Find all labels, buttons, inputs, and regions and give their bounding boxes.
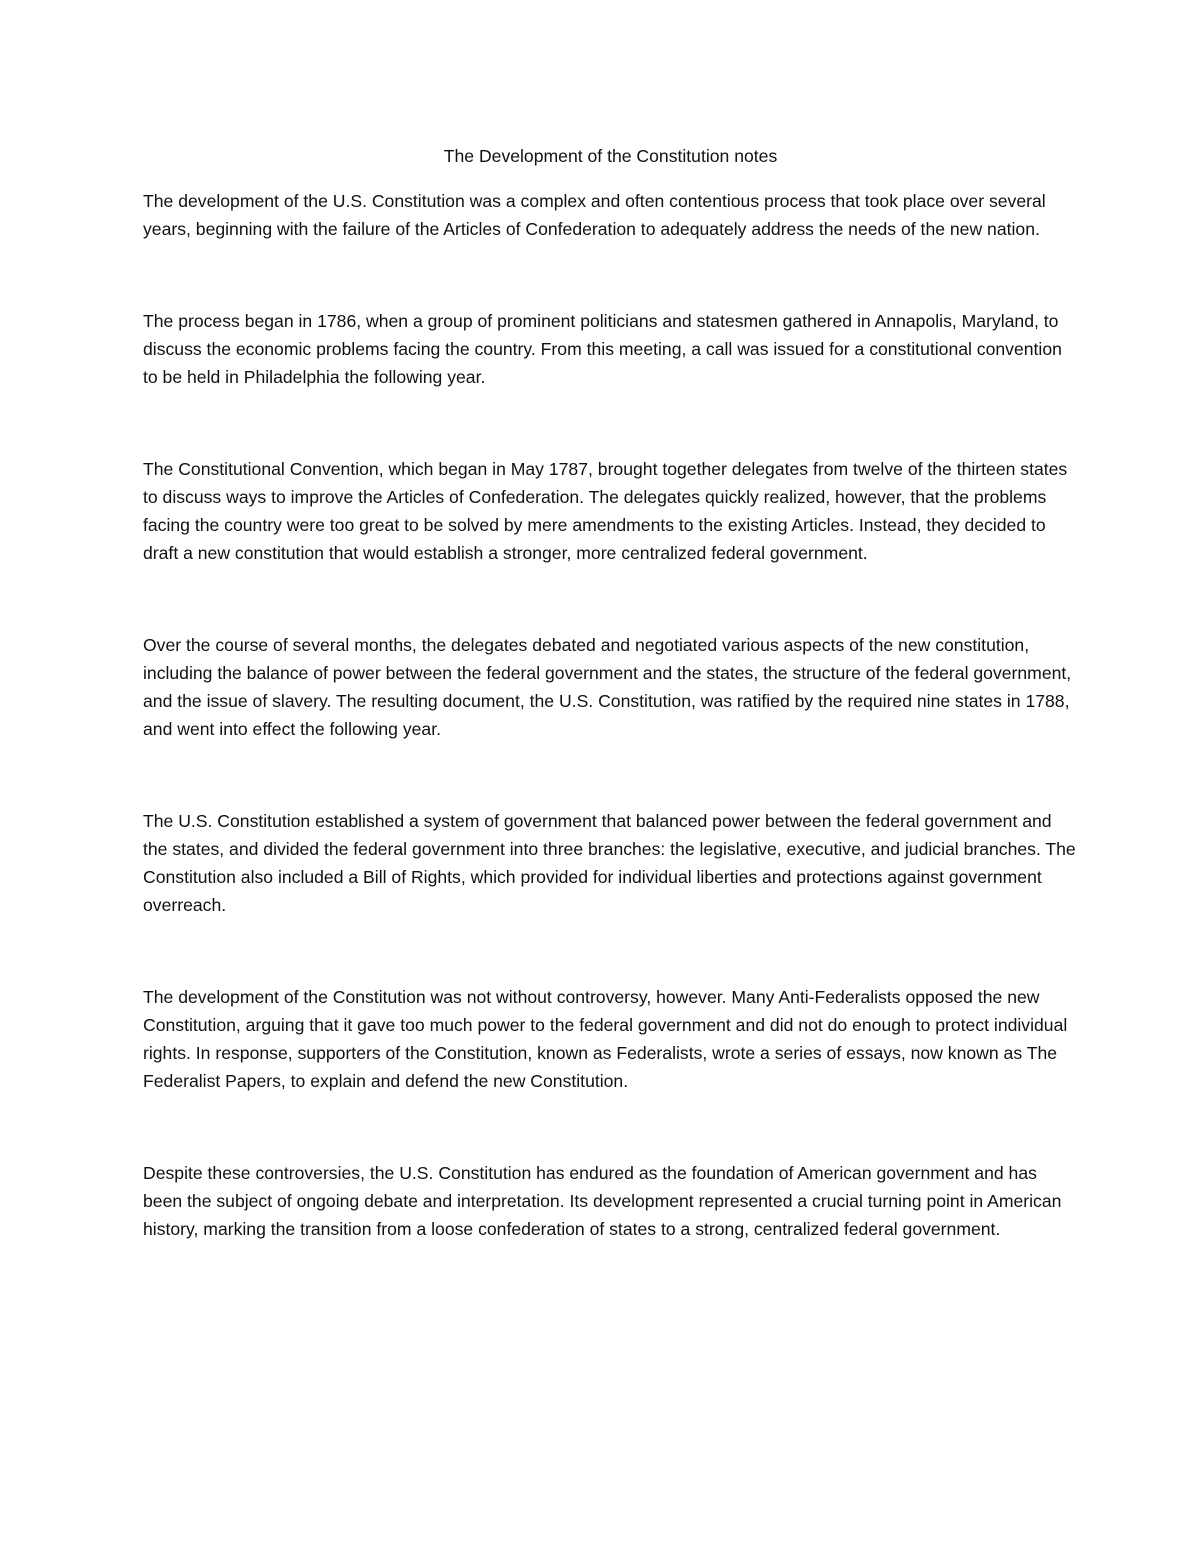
paragraph-5: The U.S. Constitution established a system of government that balanced power between the federal government and the states, and divided the federal government into three branches: the legislative, executive, and judicial branches. The Constitution also included a Bill of Rights, which provided for individual liberties and protections against government overreach. [143,811,1076,915]
document-title: The Development of the Constitution notes [443,146,778,166]
paragraph-2: The process began in 1786, when a group of prominent politicians and statesmen gathered in Annapolis, Maryland, to discuss the economic problems facing the country. From this meeting, a call was issued for a constitutional convention to be held in Philadelphia the following year. [143,311,1062,387]
paragraph-4: Over the course of several months, the delegates debated and negotiated various aspects of the new constitution, including the balance of power between the federal government and the states, the structure of the federal government, and the issue of slavery. The resulting document, the U.S. Constitution, was ratified by the required nine states in 1788, and went into effect the following year. [143,635,1072,739]
paragraph-6: The development of the Constitution was not without controversy, however. Many Anti-Federalists opposed the new Constitution, arguing that it gave too much power to the federal government and did not do enough to protect individual rights. In response, supporters of the Constitution, known as Federalists, wrote a series of essays, now known as The Federalist Papers, to explain and defend the new Constitution. [143,987,1068,1091]
paragraph-1: The development of the U.S. Constitution was a complex and often contentious process that took place over several years, beginning with the failure of the Articles of Confederation to adequately address the needs of the new nation. [143,191,1046,239]
paragraph-7: Despite these controversies, the U.S. Constitution has endured as the foundation of American government and has been the subject of ongoing debate and interpretation. Its development represented a crucial turning point in American history, marking the transition from a loose confederation of states to a strong, centralized federal government. [143,1163,1062,1239]
paragraph-3: The Constitutional Convention, which began in May 1787, brought together delegates from twelve of the thirteen states to discuss ways to improve the Articles of Confederation. The delegates quickly realized, however, that the problems facing the country were too great to be solved by mere amendments to the existing Articles. Instead, they decided to draft a new constitution that would establish a stronger, more centralized federal government. [143,459,1068,563]
document-body [143,142,1078,1307]
